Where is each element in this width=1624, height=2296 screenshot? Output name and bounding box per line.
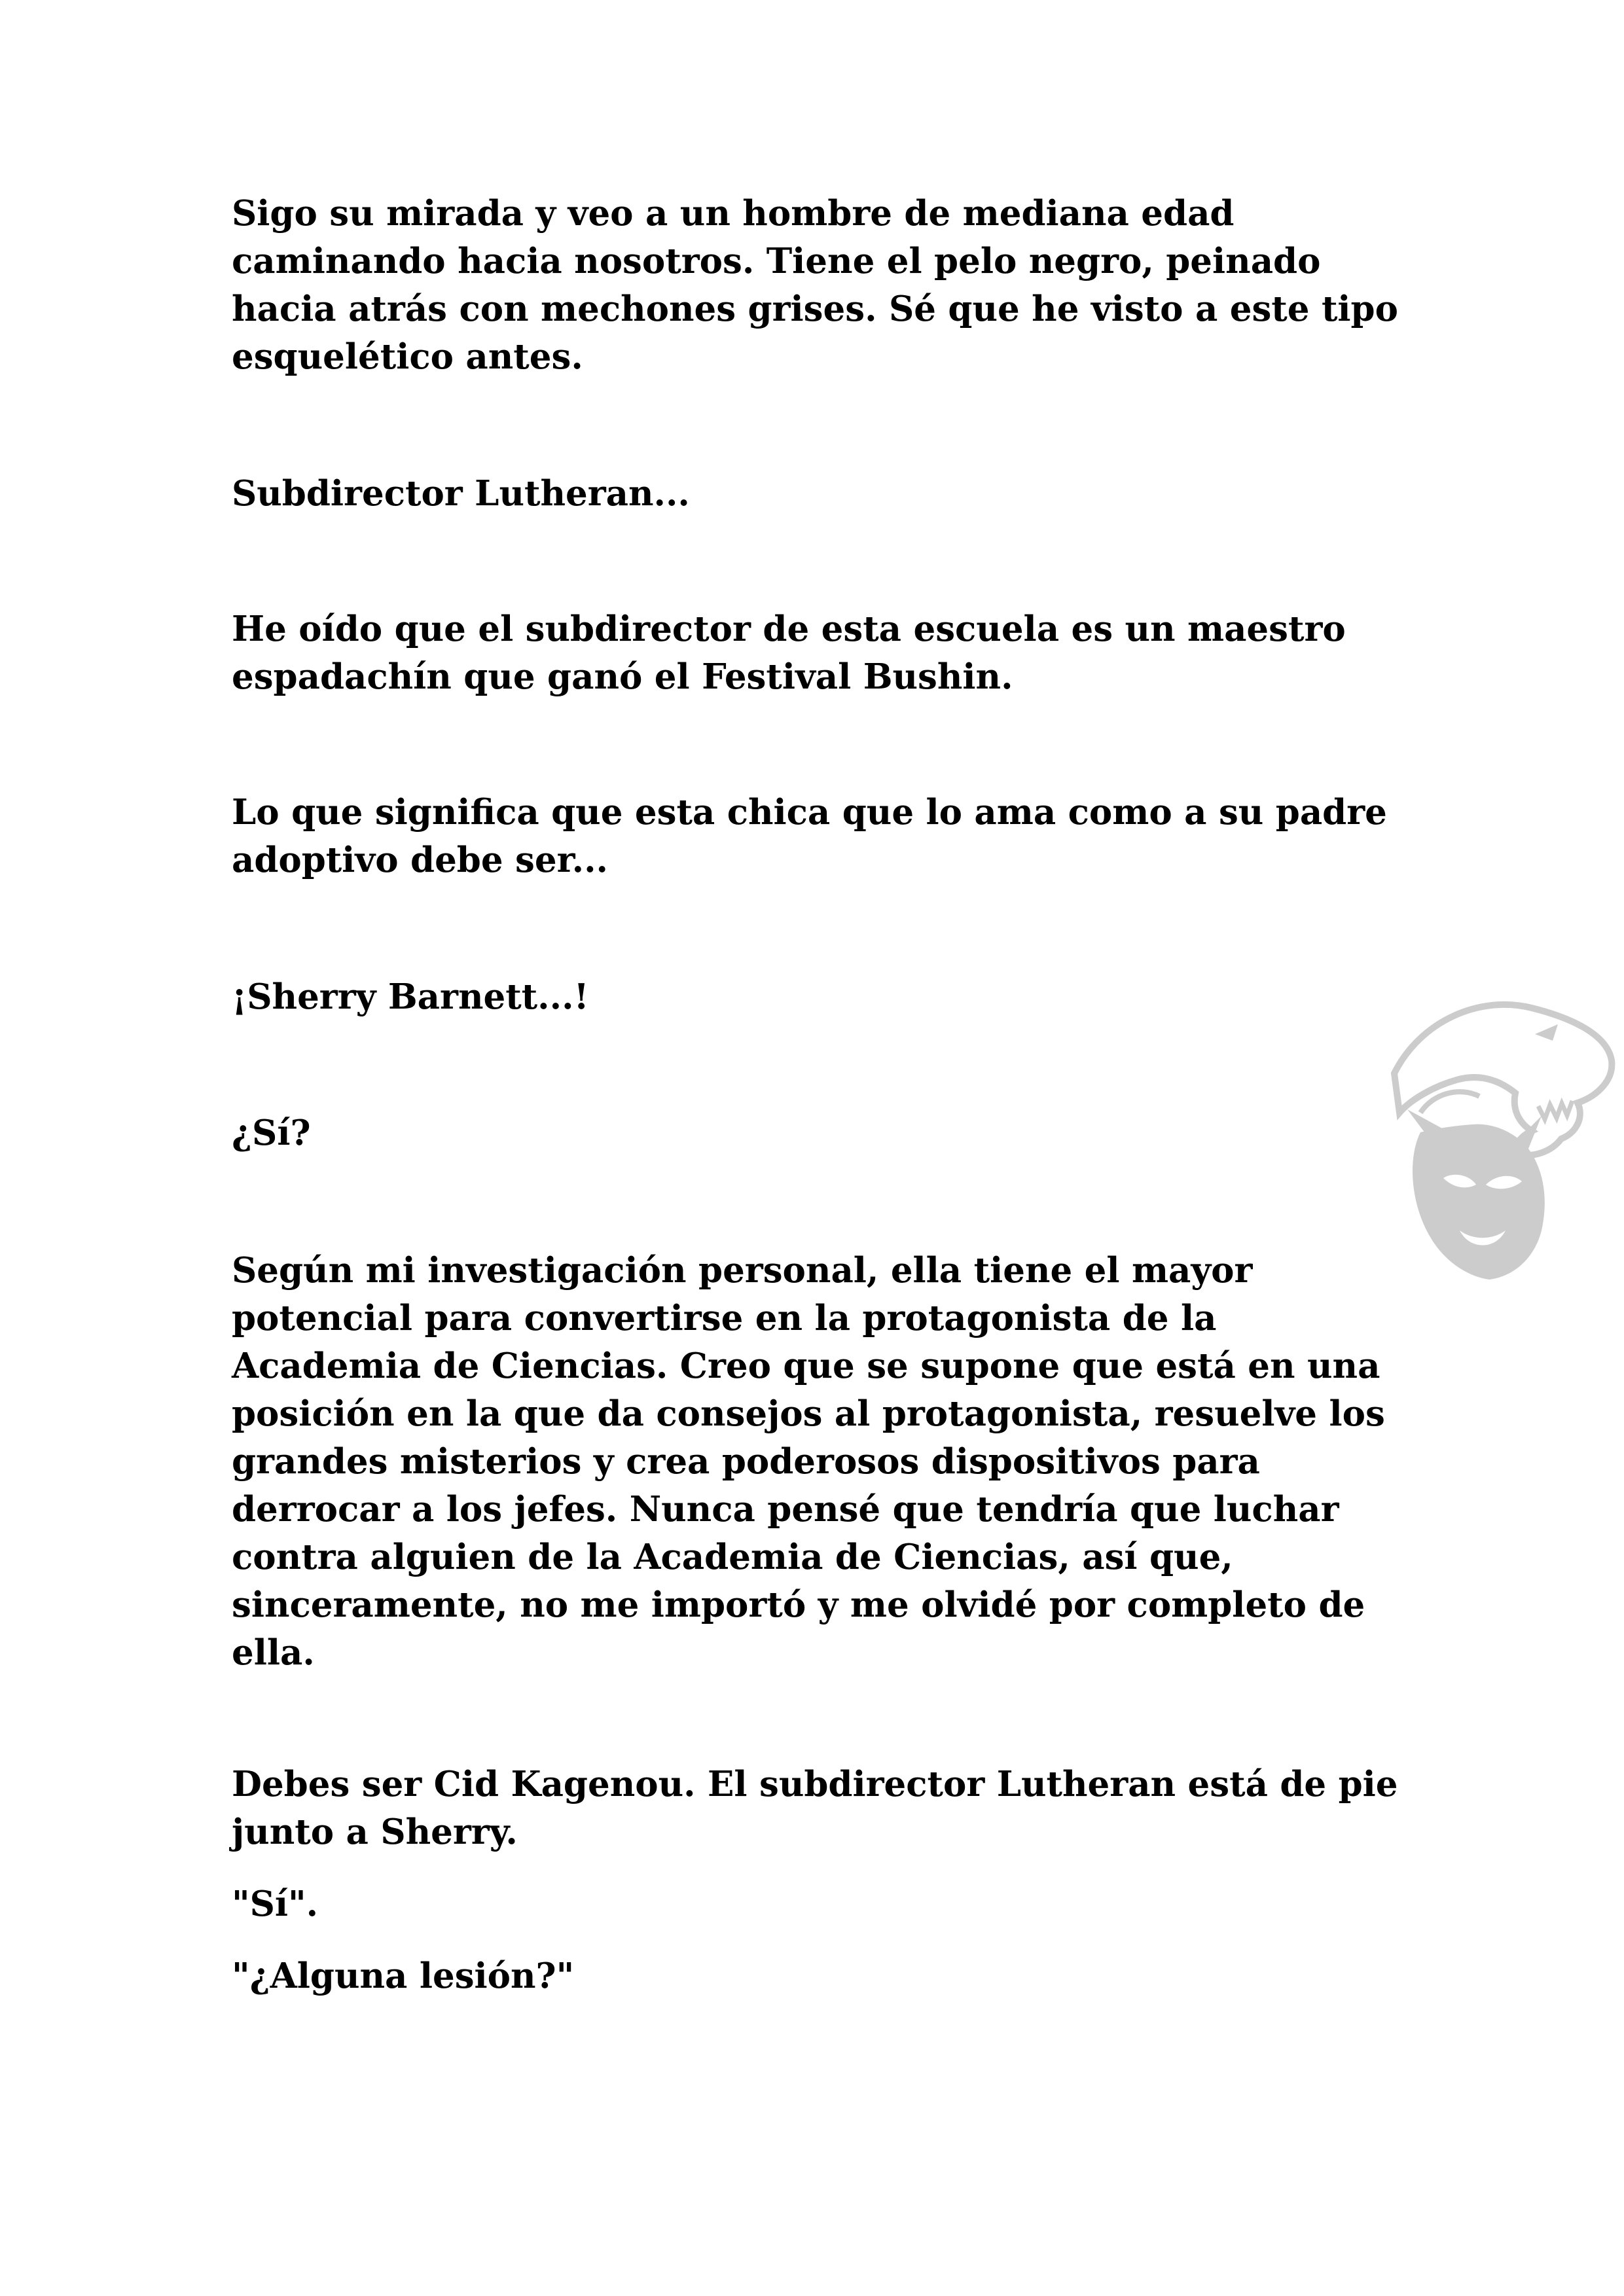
paragraph: Debes ser Cid Kagenou. El subdirector Lutheran está de pie junto a Sherry.	[232, 1764, 1398, 1852]
paragraph: "¿Alguna lesión?"	[232, 1956, 575, 1996]
paragraph: Sigo su mirada y veo a un hombre de mediana edad caminando hacia nosotros. Tiene el pelo negro, peinado hacia atrás con mechones grises. Sé que he visto a este tipo esquelético antes.	[232, 193, 1398, 377]
paragraph: Lo que significa que esta chica que lo ama como a su padre adoptivo debe ser...	[232, 792, 1387, 880]
paragraph: Subdirector Lutheran...	[232, 473, 690, 514]
paragraph: ¿Sí?	[232, 1113, 311, 1153]
paragraph: ¡Sherry Barnett...!	[232, 977, 589, 1017]
dinosaur-skull-logo-icon	[1381, 982, 1617, 1296]
paragraph: Según mi investigación personal, ella tiene el mayor potencial para convertirse en la protagonista de la Academia de Ciencias. Creo que se supone que está en una posición en la que da consejos al protagonista, resuelve los grandes misterios y crea poderosos dispositivos para derrocar a los jefes. Nunca pensé que tendría que luchar contra alguien de la Academia de Ciencias, así que, sinceramente, no me importó y me olvidé por completo de ella.	[232, 1250, 1385, 1673]
paragraph: "Sí".	[232, 1884, 319, 1924]
paragraph: He oído que el subdirector de esta escuela es un maestro espadachín que ganó el Festival Bushin.	[232, 609, 1346, 697]
